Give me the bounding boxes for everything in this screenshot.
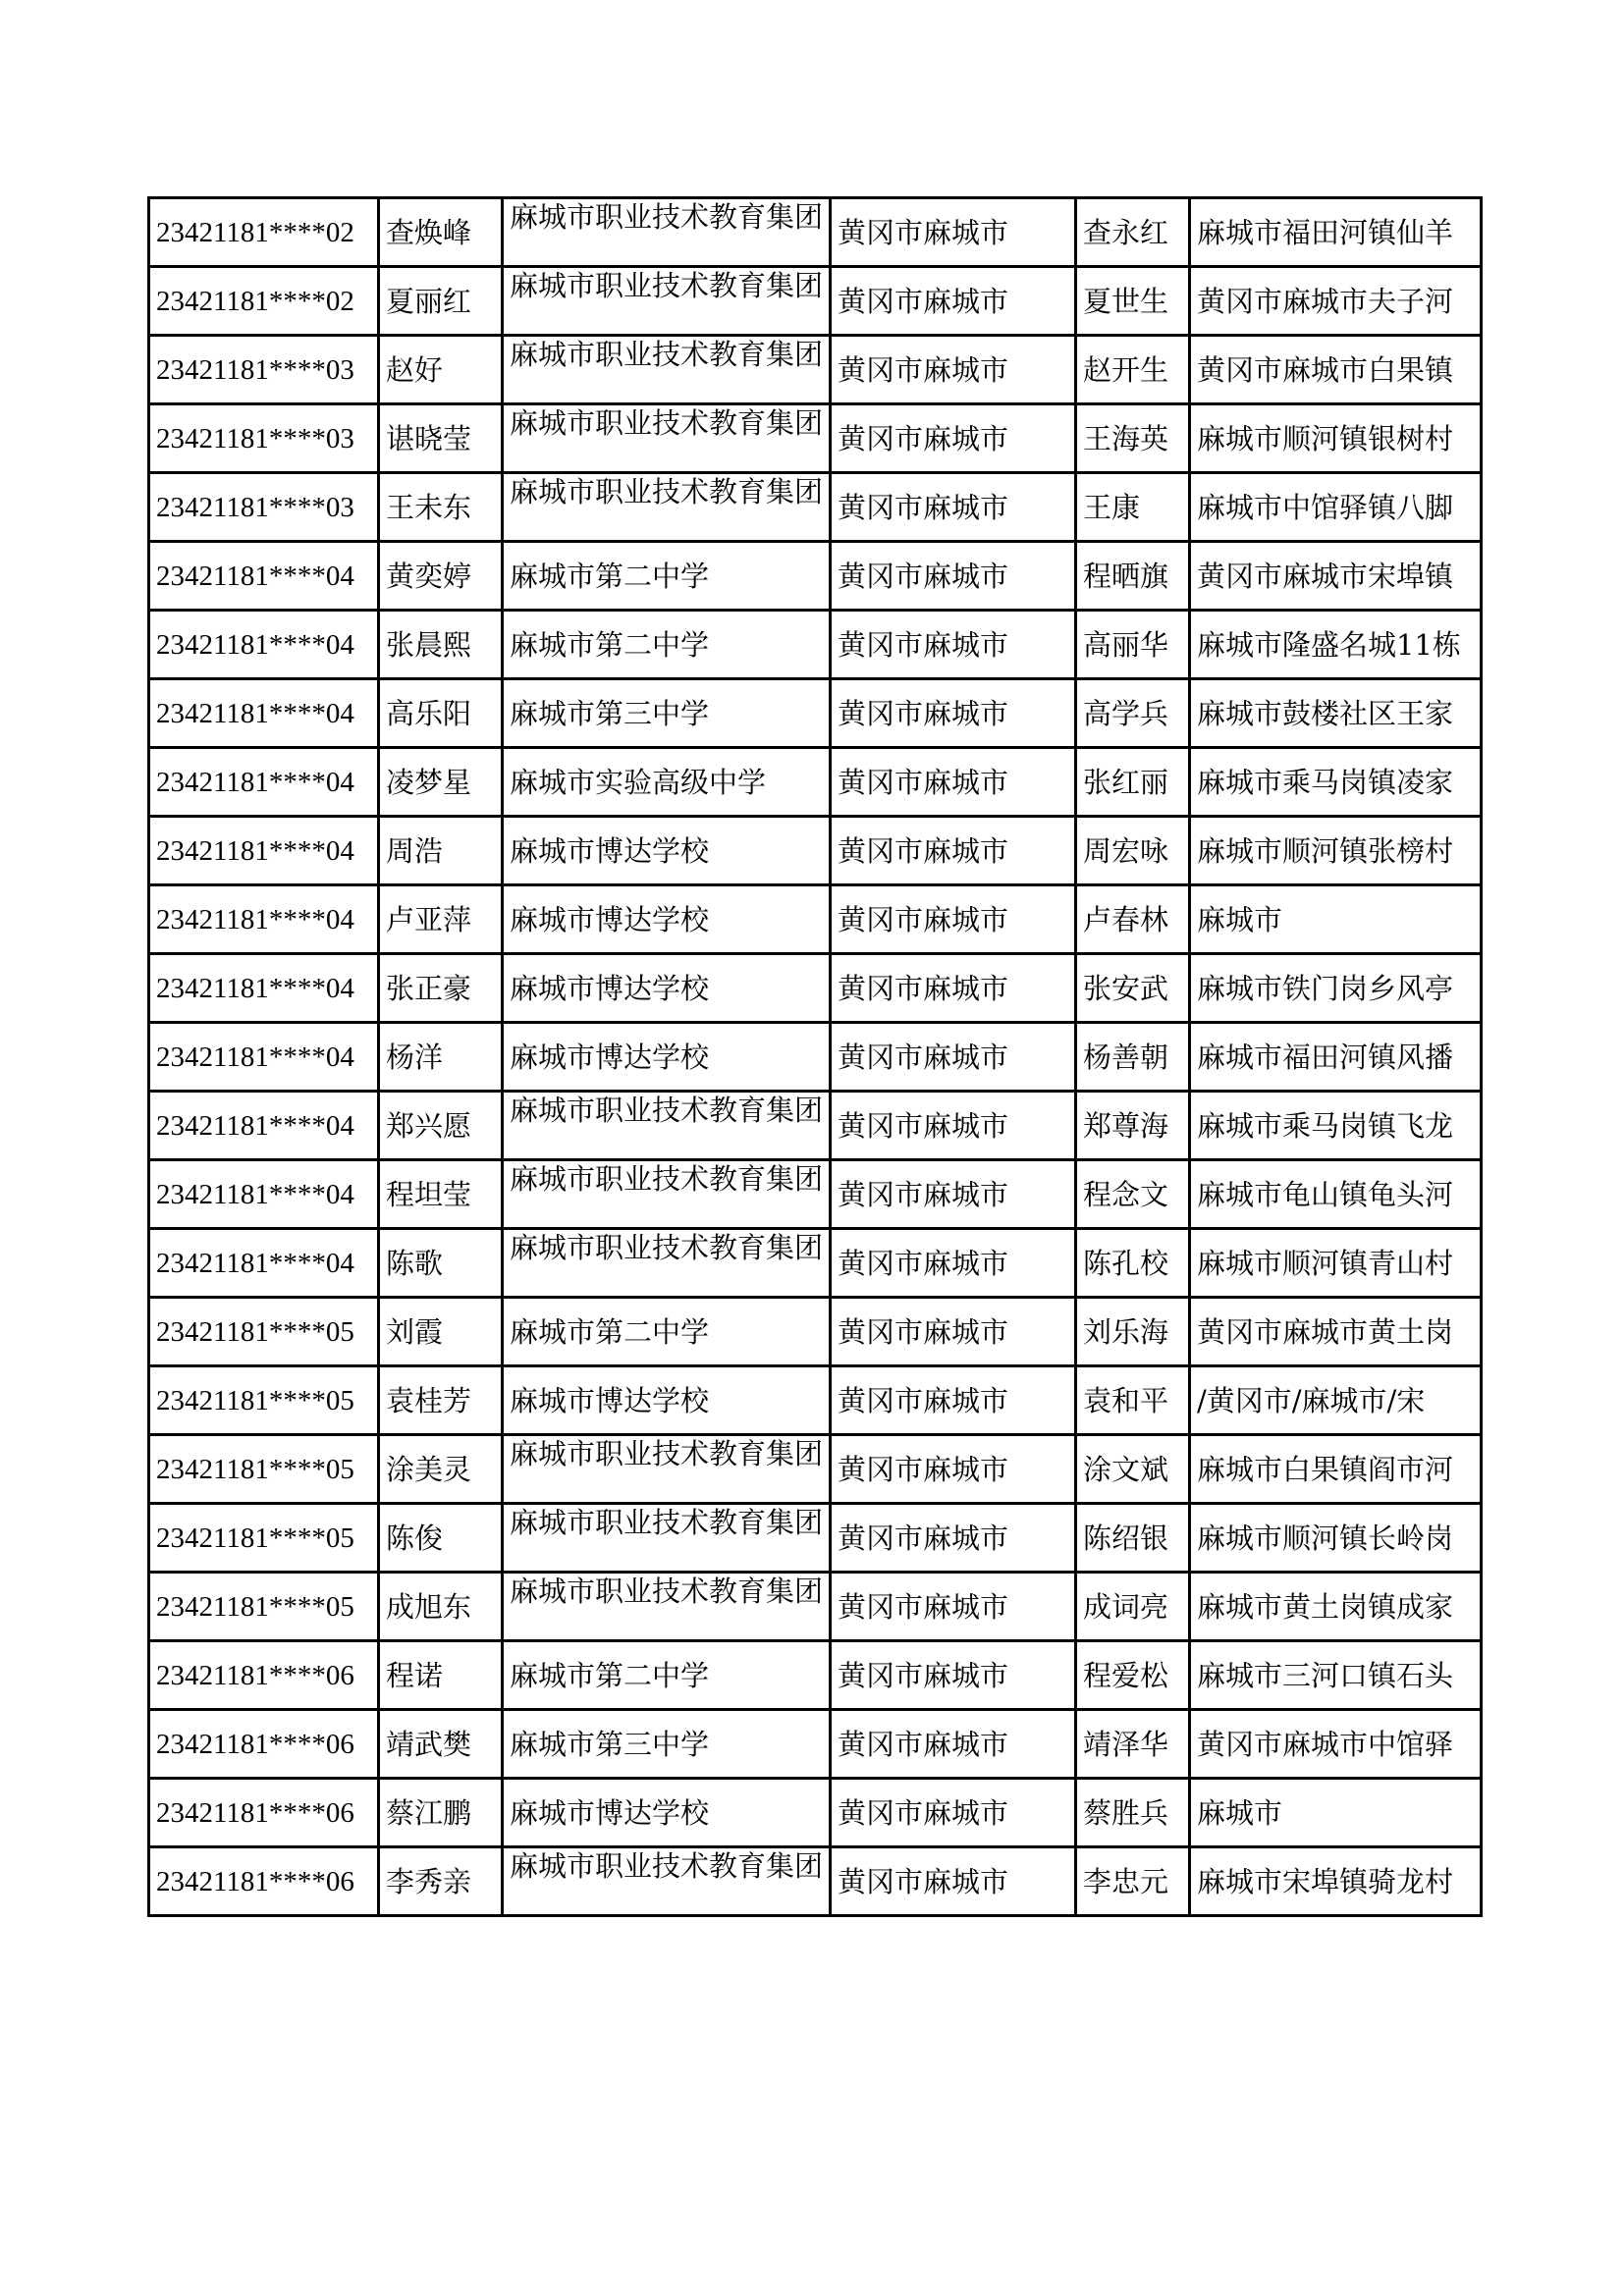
guardian-name-cell: 查永红 xyxy=(1076,198,1190,267)
address-cell: 黄冈市麻城市夫子河 xyxy=(1190,267,1482,336)
table-row xyxy=(149,954,1482,1023)
student-name-cell: 蔡江鹏 xyxy=(379,1779,503,1847)
school-cell: 麻城市第二中学 xyxy=(503,1298,831,1366)
student-name-cell: 查焕峰 xyxy=(379,198,503,267)
region-cell: 黄冈市麻城市 xyxy=(831,404,1076,473)
student-name-cell: 凌梦星 xyxy=(379,748,503,817)
guardian-name-cell: 袁和平 xyxy=(1076,1366,1190,1435)
school-cell: 麻城市第二中学 xyxy=(503,542,831,611)
region-cell: 黄冈市麻城市 xyxy=(831,1504,1076,1573)
student-name-cell: 刘霞 xyxy=(379,1298,503,1366)
student-name-cell: 黄奕婷 xyxy=(379,542,503,611)
address-cell: 麻城市黄土岗镇成家 xyxy=(1190,1573,1482,1641)
address-cell: 麻城市顺河镇长岭岗 xyxy=(1190,1504,1482,1573)
region-cell: 黄冈市麻城市 xyxy=(831,1229,1076,1298)
guardian-name-cell: 赵开生 xyxy=(1076,336,1190,404)
student-name-cell: 涂美灵 xyxy=(379,1435,503,1504)
table-row xyxy=(149,1092,1482,1160)
school-cell: 麻城市职业技术教育集团 xyxy=(503,1160,831,1229)
table-row xyxy=(149,611,1482,679)
address-cell: 麻城市顺河镇张榜村 xyxy=(1190,817,1482,885)
table-row xyxy=(149,1160,1482,1229)
student-name-cell: 程坦莹 xyxy=(379,1160,503,1229)
student-name-cell: 卢亚萍 xyxy=(379,885,503,954)
guardian-name-cell: 郑尊海 xyxy=(1076,1092,1190,1160)
guardian-name-cell: 陈孔校 xyxy=(1076,1229,1190,1298)
address-cell: 麻城市顺河镇银树村 xyxy=(1190,404,1482,473)
student-name-cell: 袁桂芳 xyxy=(379,1366,503,1435)
id-number-cell: 23421181****04 xyxy=(149,885,379,954)
guardian-name-cell: 程爱松 xyxy=(1076,1641,1190,1710)
address-cell: 麻城市乘马岗镇飞龙 xyxy=(1190,1092,1482,1160)
table-row xyxy=(149,1847,1482,1916)
region-cell: 黄冈市麻城市 xyxy=(831,1573,1076,1641)
school-cell: 麻城市职业技术教育集团 xyxy=(503,1573,831,1641)
school-cell: 麻城市职业技术教育集团 xyxy=(503,1435,831,1504)
region-cell: 黄冈市麻城市 xyxy=(831,1641,1076,1710)
region-cell: 黄冈市麻城市 xyxy=(831,954,1076,1023)
student-name-cell: 成旭东 xyxy=(379,1573,503,1641)
table-row xyxy=(149,1710,1482,1779)
region-cell: 黄冈市麻城市 xyxy=(831,1847,1076,1916)
region-cell: 黄冈市麻城市 xyxy=(831,542,1076,611)
id-number-cell: 23421181****05 xyxy=(149,1366,379,1435)
school-cell: 麻城市博达学校 xyxy=(503,817,831,885)
school-cell: 麻城市职业技术教育集团 xyxy=(503,1229,831,1298)
table-row xyxy=(149,267,1482,336)
region-cell: 黄冈市麻城市 xyxy=(831,1298,1076,1366)
student-name-cell: 王未东 xyxy=(379,473,503,542)
id-number-cell: 23421181****05 xyxy=(149,1435,379,1504)
table-row xyxy=(149,1023,1482,1092)
guardian-name-cell: 程晒旗 xyxy=(1076,542,1190,611)
guardian-name-cell: 程念文 xyxy=(1076,1160,1190,1229)
region-cell: 黄冈市麻城市 xyxy=(831,198,1076,267)
guardian-name-cell: 靖泽华 xyxy=(1076,1710,1190,1779)
region-cell: 黄冈市麻城市 xyxy=(831,1710,1076,1779)
guardian-name-cell: 高丽华 xyxy=(1076,611,1190,679)
region-cell: 黄冈市麻城市 xyxy=(831,1779,1076,1847)
address-cell: 麻城市福田河镇仙羊 xyxy=(1190,198,1482,267)
school-cell: 麻城市博达学校 xyxy=(503,1023,831,1092)
school-cell: 麻城市职业技术教育集团 xyxy=(503,267,831,336)
student-name-cell: 杨洋 xyxy=(379,1023,503,1092)
region-cell: 黄冈市麻城市 xyxy=(831,1092,1076,1160)
id-number-cell: 23421181****03 xyxy=(149,336,379,404)
table-row xyxy=(149,1435,1482,1504)
student-name-cell: 程诺 xyxy=(379,1641,503,1710)
id-number-cell: 23421181****05 xyxy=(149,1504,379,1573)
region-cell: 黄冈市麻城市 xyxy=(831,748,1076,817)
address-cell: 麻城市鼓楼社区王家 xyxy=(1190,679,1482,748)
student-name-cell: 高乐阳 xyxy=(379,679,503,748)
guardian-name-cell: 卢春林 xyxy=(1076,885,1190,954)
school-cell: 麻城市博达学校 xyxy=(503,954,831,1023)
region-cell: 黄冈市麻城市 xyxy=(831,817,1076,885)
student-roster-table xyxy=(147,196,1483,1917)
student-name-cell: 夏丽红 xyxy=(379,267,503,336)
address-cell: 麻城市宋埠镇骑龙村 xyxy=(1190,1847,1482,1916)
roster-body xyxy=(149,198,1482,1916)
region-cell: 黄冈市麻城市 xyxy=(831,1160,1076,1229)
table-row xyxy=(149,1641,1482,1710)
school-cell: 麻城市博达学校 xyxy=(503,1366,831,1435)
address-cell: 麻城市乘马岗镇凌家 xyxy=(1190,748,1482,817)
guardian-name-cell: 涂文斌 xyxy=(1076,1435,1190,1504)
id-number-cell: 23421181****06 xyxy=(149,1710,379,1779)
id-number-cell: 23421181****06 xyxy=(149,1779,379,1847)
id-number-cell: 23421181****03 xyxy=(149,404,379,473)
region-cell: 黄冈市麻城市 xyxy=(831,336,1076,404)
address-cell: 麻城市 xyxy=(1190,885,1482,954)
id-number-cell: 23421181****04 xyxy=(149,1229,379,1298)
guardian-name-cell: 蔡胜兵 xyxy=(1076,1779,1190,1847)
id-number-cell: 23421181****04 xyxy=(149,748,379,817)
id-number-cell: 23421181****04 xyxy=(149,679,379,748)
table-row xyxy=(149,748,1482,817)
id-number-cell: 23421181****05 xyxy=(149,1573,379,1641)
region-cell: 黄冈市麻城市 xyxy=(831,611,1076,679)
region-cell: 黄冈市麻城市 xyxy=(831,267,1076,336)
id-number-cell: 23421181****04 xyxy=(149,1160,379,1229)
address-cell: 麻城市三河口镇石头 xyxy=(1190,1641,1482,1710)
region-cell: 黄冈市麻城市 xyxy=(831,473,1076,542)
student-name-cell: 李秀亲 xyxy=(379,1847,503,1916)
guardian-name-cell: 陈绍银 xyxy=(1076,1504,1190,1573)
table-row xyxy=(149,1229,1482,1298)
school-cell: 麻城市第二中学 xyxy=(503,1641,831,1710)
guardian-name-cell: 张红丽 xyxy=(1076,748,1190,817)
table-row xyxy=(149,336,1482,404)
address-cell: 麻城市中馆驿镇八脚 xyxy=(1190,473,1482,542)
school-cell: 麻城市博达学校 xyxy=(503,885,831,954)
address-cell: 麻城市白果镇阎市河 xyxy=(1190,1435,1482,1504)
guardian-name-cell: 王康 xyxy=(1076,473,1190,542)
guardian-name-cell: 成词亮 xyxy=(1076,1573,1190,1641)
student-name-cell: 谌晓莹 xyxy=(379,404,503,473)
table-row xyxy=(149,1298,1482,1366)
school-cell: 麻城市第二中学 xyxy=(503,611,831,679)
table-row xyxy=(149,542,1482,611)
address-cell: 黄冈市麻城市中馆驿 xyxy=(1190,1710,1482,1779)
id-number-cell: 23421181****04 xyxy=(149,817,379,885)
id-number-cell: 23421181****04 xyxy=(149,542,379,611)
region-cell: 黄冈市麻城市 xyxy=(831,1366,1076,1435)
address-cell: /黄冈市/麻城市/宋 xyxy=(1190,1366,1482,1435)
student-name-cell: 张正豪 xyxy=(379,954,503,1023)
table-row xyxy=(149,885,1482,954)
id-number-cell: 23421181****06 xyxy=(149,1641,379,1710)
table-row xyxy=(149,1573,1482,1641)
student-name-cell: 郑兴愿 xyxy=(379,1092,503,1160)
address-cell: 麻城市龟山镇龟头河 xyxy=(1190,1160,1482,1229)
table-row xyxy=(149,679,1482,748)
student-name-cell: 陈俊 xyxy=(379,1504,503,1573)
school-cell: 麻城市实验高级中学 xyxy=(503,748,831,817)
id-number-cell: 23421181****04 xyxy=(149,611,379,679)
guardian-name-cell: 周宏咏 xyxy=(1076,817,1190,885)
address-cell: 麻城市 xyxy=(1190,1779,1482,1847)
id-number-cell: 23421181****03 xyxy=(149,473,379,542)
guardian-name-cell: 张安武 xyxy=(1076,954,1190,1023)
region-cell: 黄冈市麻城市 xyxy=(831,1435,1076,1504)
student-name-cell: 周浩 xyxy=(379,817,503,885)
guardian-name-cell: 王海英 xyxy=(1076,404,1190,473)
id-number-cell: 23421181****02 xyxy=(149,267,379,336)
student-name-cell: 陈歌 xyxy=(379,1229,503,1298)
address-cell: 黄冈市麻城市宋埠镇 xyxy=(1190,542,1482,611)
region-cell: 黄冈市麻城市 xyxy=(831,885,1076,954)
region-cell: 黄冈市麻城市 xyxy=(831,679,1076,748)
table-row xyxy=(149,1504,1482,1573)
address-cell: 麻城市顺河镇青山村 xyxy=(1190,1229,1482,1298)
guardian-name-cell: 刘乐海 xyxy=(1076,1298,1190,1366)
student-name-cell: 靖武樊 xyxy=(379,1710,503,1779)
id-number-cell: 23421181****05 xyxy=(149,1298,379,1366)
student-name-cell: 赵好 xyxy=(379,336,503,404)
guardian-name-cell: 杨善朝 xyxy=(1076,1023,1190,1092)
school-cell: 麻城市职业技术教育集团 xyxy=(503,404,831,473)
address-cell: 麻城市铁门岗乡风亭 xyxy=(1190,954,1482,1023)
table-row xyxy=(149,473,1482,542)
table-row xyxy=(149,404,1482,473)
school-cell: 麻城市职业技术教育集团 xyxy=(503,198,831,267)
school-cell: 麻城市职业技术教育集团 xyxy=(503,336,831,404)
table-row xyxy=(149,1366,1482,1435)
region-cell: 黄冈市麻城市 xyxy=(831,1023,1076,1092)
address-cell: 黄冈市麻城市黄土岗 xyxy=(1190,1298,1482,1366)
school-cell: 麻城市职业技术教育集团 xyxy=(503,1847,831,1916)
school-cell: 麻城市第三中学 xyxy=(503,679,831,748)
student-name-cell: 张晨熙 xyxy=(379,611,503,679)
id-number-cell: 23421181****04 xyxy=(149,954,379,1023)
id-number-cell: 23421181****02 xyxy=(149,198,379,267)
school-cell: 麻城市职业技术教育集团 xyxy=(503,1504,831,1573)
school-cell: 麻城市职业技术教育集团 xyxy=(503,1092,831,1160)
address-cell: 麻城市福田河镇风播 xyxy=(1190,1023,1482,1092)
school-cell: 麻城市博达学校 xyxy=(503,1779,831,1847)
guardian-name-cell: 高学兵 xyxy=(1076,679,1190,748)
address-cell: 黄冈市麻城市白果镇 xyxy=(1190,336,1482,404)
table-row xyxy=(149,817,1482,885)
school-cell: 麻城市第三中学 xyxy=(503,1710,831,1779)
address-cell: 麻城市隆盛名城11栋 xyxy=(1190,611,1482,679)
guardian-name-cell: 夏世生 xyxy=(1076,267,1190,336)
school-cell: 麻城市职业技术教育集团 xyxy=(503,473,831,542)
id-number-cell: 23421181****04 xyxy=(149,1092,379,1160)
id-number-cell: 23421181****04 xyxy=(149,1023,379,1092)
guardian-name-cell: 李忠元 xyxy=(1076,1847,1190,1916)
table-row xyxy=(149,1779,1482,1847)
id-number-cell: 23421181****06 xyxy=(149,1847,379,1916)
table-row xyxy=(149,198,1482,267)
